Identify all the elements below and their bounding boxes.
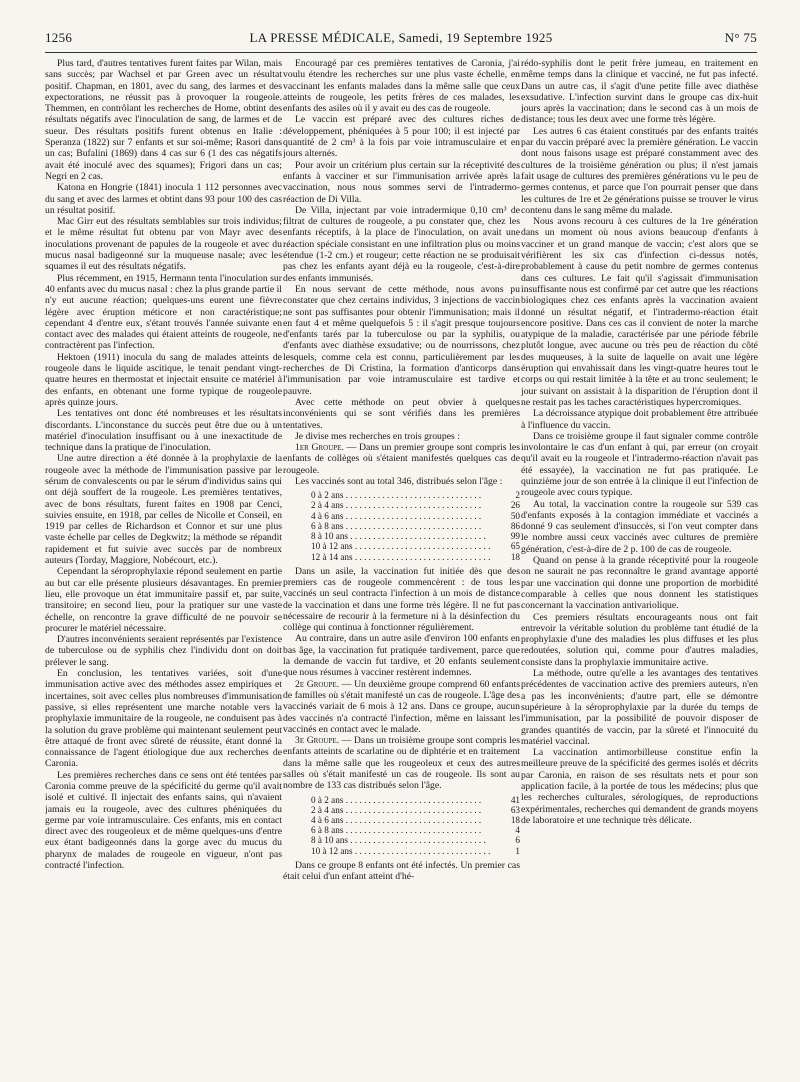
- issue-number: N° 75: [724, 30, 757, 45]
- paragraph: La vaccination antimorbilleuse constitue enfin la meilleure preuve de la spécificité des germes isolés et décrits par Caronia, en raison de ses résultats nets et pour son application facile, à la portée de tous les médecins; plus que les recherches culturales, sérologiques, de reproductions expérimentales, recherches qui demandent de grands moyens de laboratoire et une technique très délicate.: [521, 747, 758, 826]
- paragraph: Les tentatives ont donc été nombreuses et les résultats discordants. L'inconstance du succès peut être due ou à un matériel d'inoculation insuffisant ou à une inexactitude de technique dans la pratique de l'inoculation.: [45, 408, 282, 454]
- group-1-paragraph: [283, 442, 520, 476]
- age-count: 41: [510, 794, 520, 805]
- paragraph: En nous servant de cette méthode, nous avons pu constater que chez certains individus, 3 injections de vaccin ne sont pas suffisantes pour obtenir l'immunisation; mais il en faut 4 et même quelquefois 5 : il s'agit presque toujours d'enfants tarés par la tuberculose ou par la syphilis, ou d'enfants avec diathèse exsudative; ou de nourrissons, chez lesquels, comme cela est connu, particulièrement par les recherches de Di Cristina, la formation d'anticorps dans l'immunisation par voie intramusculaire est tardive et pauvre.: [283, 283, 520, 397]
- group-2-paragraph: [283, 679, 520, 735]
- group-3-text: — Dans un troisième groupe sont compris les enfants atteints de scarlatine ou de diphtérie et en traitement dans la même salle que les rougeoleux et ceux des autres salles où s'était manifesté un cas de rougeole. Ils sont au nombre de 133 cas distribués selon l'âge.: [283, 735, 520, 792]
- age-label: 8 à 10 ans . . . . . . . . . . . . . . . . . . . . . . . . . . . . . .: [311, 531, 486, 542]
- table-row: [311, 805, 520, 815]
- column-3: [521, 58, 758, 1072]
- age-count: 63: [510, 804, 520, 815]
- table-row: [311, 825, 520, 835]
- paragraph: Nous avons recouru à ces cultures de la 1re génération dans un moment où nous avions beaucoup d'enfants à vacciner et un grand manque de vaccin; c'est alors que se vérifièrent les six cas d'infection ci-dessus notés, probablement à cause du petit nombre de germes contenus dans ces cultures. Le fait qu'il s'agissait d'immunisation insuffisante nous est confirmé par cet autre que les réactions biologiques chez ces enfants après la vaccination avaient donné un résultat négatif, et l'intradermo-réaction était encore positive. Dans ces cas il convient de noter la marche atypique de la maladie, caractérisée par une période fébrile plutôt longue, avec aucune ou très peu de réaction du côté des muqueuses, à la suite de laquelle on avait une légère éruption qui envahissait dans les vingt-quatre heures tout le corps ou qui restait limitée à la tête et au tronc seulement; le jour suivant on assistait à la disparition de l'éruption dont il ne restait pas les taches caractéristiques hypercromiques.: [521, 216, 758, 408]
- table-row: [311, 511, 520, 521]
- table-row: [311, 541, 520, 551]
- age-count: 86: [510, 520, 520, 531]
- group-1-age-table: [311, 490, 520, 561]
- paragraph: En conclusion, les tentatives variées, soit d'une immunisation active avec des méthodes assez empiriques et incertaines, soit avec celles plus nombreuses d'immunisation passive, si elles représentent une marche notable vers la prophylaxie immunitaire de la rougeole, ne conduisent pas à la solution du grave problème qui maintenant seulement peut être attaqué de front avec sûreté de réussite, étant donné la connaissance de l'agent étiologique due aux recherches de Caronia.: [45, 668, 282, 770]
- table-row: [311, 835, 520, 845]
- paragraph: Katona en Hongrie (1841) inocula 1 112 personnes avec du sang et avec des larmes et obtint dans 93 pour 100 des cas un résultat positif.: [45, 182, 282, 216]
- age-count: 18: [510, 815, 520, 826]
- age-count: 2: [515, 490, 520, 501]
- table-row: [311, 531, 520, 541]
- paragraph: De Villa, injectant par voie intradermique 0,10 cm³ de filtrat de cultures de rougeole, a pu constater que, chez les enfants réceptifs, à la place de l'inoculation, on avait une réaction spéciale consistant en une infiltration plus ou moins étendue (1-2 cm.) et rougeur; cette réaction ne se produisait pas chez les enfants ayant déjà eu la rougeole, c'est-à-dire des enfants immunisés.: [283, 204, 520, 284]
- age-label: 10 à 12 ans . . . . . . . . . . . . . . . . . . . . . . . . . . . . . .: [311, 541, 491, 552]
- group-3-age-table: [311, 795, 520, 856]
- table-row: [311, 552, 520, 562]
- paragraph: Encouragé par ces premières tentatives de Caronia, j'ai voulu étendre les recherches sur une plus vaste échelle, en vaccinant les enfants malades dans la même salle que ceux atteints de rougeole, les petits frères de ces malades, les enfants des asiles où il y avait eu des cas de rougeole.: [283, 58, 520, 115]
- paragraph: Dans un asile, la vaccination fut initiée dès que des premiers cas de rougeole commencèrent : de tous les vaccinés un seul contracta l'infection à un mois de distance de la vaccination et dans une forme très légère. Il ne fut pas nécessaire de recourir à la fermeture ni à la désinfection du collège qui continua à fonctionner régulièrement.: [283, 565, 520, 634]
- paragraph: Les autres 6 cas étaient constitués par des enfants traités par du vaccin préparé avec la première génération. Le vaccin dont nous faisons usage est préparé constamment avec des cultures de la troisième génération ou plus; il n'est jamais fait usage de cultures des premières générations vu le peu de germes contenus, et parce que l'on pourrait penser que dans les cultures de 1re et 2e générations puisse se trouver le virus contenu dans le sang même du malade.: [521, 125, 758, 216]
- age-count: 99: [510, 531, 520, 542]
- age-label: 2 à 4 ans . . . . . . . . . . . . . . . . . . . . . . . . . . . . . .: [311, 500, 482, 511]
- table-row: [311, 795, 520, 805]
- group-3-heading: 3e Groupe.: [295, 735, 340, 747]
- paragraph: Quand on pense à la grande réceptivité pour la rougeole on ne saurait ne pas reconnaître le grand avantage apporté par une vaccination qui donne une proportion de morbidité comparable à celles que nous donnent les statistiques concernant la vaccination antivariolique.: [521, 555, 758, 612]
- paragraph: Je divise mes recherches en trois groupes :: [295, 430, 460, 442]
- age-count: 50: [510, 510, 520, 521]
- paragraph: D'autres inconvénients seraient représentés par l'existence de tuberculose ou de syphilis chez l'individu dont on doit prélever le sang.: [45, 634, 282, 668]
- age-label: 6 à 8 ans . . . . . . . . . . . . . . . . . . . . . . . . . . . . . .: [311, 520, 482, 531]
- paragraph: La méthode, outre qu'elle a les avantages des tentatives précédentes de vaccination active des premiers auteurs, n'en a pas les inconvénients; d'autre part, elle se démontre supérieure à la séroprophylaxie par la durée du temps de l'immunisation, par la possibilité de pouvoir disposer de grandes quantités de vaccin, par la sûreté et l'innocuité du matériel vaccinal.: [521, 668, 758, 747]
- age-label: 2 à 4 ans . . . . . . . . . . . . . . . . . . . . . . . . . . . . . .: [311, 804, 482, 815]
- paragraph: La décroissance atypique doit probablement être attribuée à l'influence du vaccin.: [521, 408, 758, 431]
- paragraph: Plus récemment, en 1915, Hermann tenta l'inoculation sur 40 enfants avec du mucus nasal : chez la plus grande partie il n'y eut aucune réaction; quelques-uns eurent une fièvre légère avec éruption méticore et non caractéristique; cependant 4 d'entre eux, s'étant trouvés l'année suivante en contact avec des malades qui étaient atteints de rougeole, ne contractèrent pas l'infection.: [45, 272, 282, 352]
- age-label: 0 à 2 ans . . . . . . . . . . . . . . . . . . . . . . . . . . . . . .: [311, 490, 482, 501]
- group-1-intro: Les vaccinés sont au total 346, distribués selon l'âge :: [295, 475, 503, 487]
- age-count: 1: [515, 845, 520, 856]
- paragraph: Avec cette méthode on peut obvier à quelques inconvénients qui se sont vérifiés dans les premières tentatives.: [283, 396, 520, 431]
- page-number: 1256: [45, 30, 73, 45]
- paragraph: Hektoen (1911) inocula du sang de malades atteints de rougeole dans le liquide ascitique, le tenait pendant vingt-quatre heures en thermostat et injectait ensuite ce matériel à des enfants, en obtenant une forme typique de rougeole après quinze jours.: [45, 351, 282, 408]
- paragraph: Au contraire, dans un autre asile d'environ 100 enfants en bas âge, la vaccination fut pratiquée tardivement, parce que la demande de vaccin fut tardive, et 20 enfants seulement que nous résumes à vacciner restèrent indemnes.: [283, 633, 520, 679]
- paragraph: Plus tard, d'autres tentatives furent faites par Wilan, mais sans succès; par Wachsel et par Green avec un résultat positif. Chapman, en 1801, avec du sang, des larmes et des expectorations, ne réussit pas à provoquer la rougeole. Themmen, en contrôlant les recherches de Home, obtint des résultats négatifs avec l'inoculation de sang, de larmes et de sueur. Des résultats positifs furent obtenus en Italie : Speranza (1822) sur 7 enfants et sur soi-même; Rasori dans un cas; Bufalini (1869) dans 4 cas sur 6 (1 des cas négatifs avait été inoculé avec des squames); Frigori dans un cas; Negri en 2 cas.: [45, 58, 282, 182]
- age-label: 12 à 14 ans . . . . . . . . . . . . . . . . . . . . . . . . . . . . . .: [311, 551, 491, 562]
- age-count: 26: [510, 500, 520, 511]
- age-count: 4: [515, 825, 520, 836]
- group-1-text: — Dans un premier groupe sont compris les enfants de collèges où s'étaient manifestés quelques cas de rougeole.: [283, 442, 520, 476]
- paragraph: Cependant la séroprophylaxie répond seulement en partie au but car elle présente plusieurs désavantages. En premier lieu, elle provoque un état immunitaire passif et, par suite, transitoire; en second lieu, pour la pratiquer sur une vaste échelle, on rencontre la grave difficulté de ne pouvoir se procurer le matériel nécessaire.: [45, 566, 282, 634]
- column-2: [283, 58, 520, 1072]
- age-count: 18: [510, 551, 520, 562]
- age-label: 10 à 12 ans . . . . . . . . . . . . . . . . . . . . . . . . . . . . . .: [311, 845, 491, 856]
- age-label: 4 à 6 ans . . . . . . . . . . . . . . . . . . . . . . . . . . . . . .: [311, 510, 482, 521]
- paragraph: Pour avoir un critérium plus certain sur la réceptivité des enfants à vacciner et sur l'immunisation arrivée après la vaccination, nous nous sommes servi de l'intradermo-réaction de Di Villa.: [283, 159, 520, 205]
- paragraph: Au total, la vaccination contre la rougeole sur 539 cas d'enfants exposés à la contagion immédiate et vaccinés a donné 9 cas seulement d'insuccès, si l'on veut compter dans le nombre aussi ceux vaccinés avec cultures de première génération, c'est-à-dire de 2 p. 100 de cas de rougeole.: [521, 498, 758, 555]
- table-row: [311, 846, 520, 856]
- group-1-heading: 1er Groupe.: [295, 442, 344, 454]
- age-label: 0 à 2 ans . . . . . . . . . . . . . . . . . . . . . . . . . . . . . .: [311, 794, 482, 805]
- age-label: 8 à 10 ans . . . . . . . . . . . . . . . . . . . . . . . . . . . . . .: [311, 835, 486, 846]
- group-2-text: — Un deuxième groupe comprend 60 enfants de familles où s'était manifesté un cas de rougeole. L'âge des vaccinés variait de 6 mois à 12 ans. Dans ce groupe, aucun des vaccinés n'a contracté l'infection, même en laissant les vaccinés en contact avec le malade.: [283, 678, 520, 735]
- header-rule: [45, 52, 757, 53]
- paragraph: Dans ce groupe 8 enfants ont été infectés. Un premier cas était celui d'un enfant atteint d'hé-: [283, 859, 520, 883]
- table-row: [311, 500, 520, 510]
- paragraph: Le vaccin est préparé avec des cultures riches de développement, phéniquées à 5 pour 100; il est injecté par quantité de 2 cm³ à la fois par voie intramusculaire et en jours alternés.: [283, 114, 520, 160]
- table-row: [311, 521, 520, 531]
- age-label: 4 à 6 ans . . . . . . . . . . . . . . . . . . . . . . . . . . . . . .: [311, 815, 482, 826]
- paragraph: Une autre direction a été donnée à la prophylaxie de la rougeole avec la méthode de l'immunisation passive par le sérum de convalescents ou par le sérum d'individus sains qui ont déjà souffert de la rougeole. Les premières tentatives, avec de bons résultats, furent faites en 1908 par Cenci, suivies ensuite, en 1918, par celles de Nicolle et Conseil, en 1919 par celles de Richardson et Connor et sur une plus vaste échelle par celles de Degkwitz; la méthode se répandit rapidement et fut suivie avec succès par de nombreux auteurs (Torday, Maggiore, Nobécourt, etc.).: [45, 453, 282, 567]
- paragraph: Les premières recherches dans ce sens ont été tentées par Caronia comme preuve de la spécificité du germe qu'il avait isolé et cultivé. Il injectait des enfants sains, qui n'avaient jamais eu la rougeole, avec des cultures phéniquées du germe par voie intramusculaire. Ces enfants, mis en contact direct avec des rougeoleux et de même quelques-uns d'entre eux étant badigeonnés dans la gorge avec du mucus du pharynx de malades de rougeole en vigueur, n'ont pas contracté l'infection.: [45, 769, 282, 872]
- paragraph: Mac Girr eut des résultats semblables sur trois individus; et le même résultat fut obtenu par von Mayr avec des inoculations provenant de papules de la rougeole et avec du mucus nasal badigeonné sur la muqueuse nasale; avec les squames il eut des résultats négatifs.: [45, 216, 282, 273]
- column-1: [45, 58, 282, 1072]
- journal-title: LA PRESSE MÉDICALE, Samedi, 19 Septembre 1925: [249, 30, 553, 45]
- paragraph: Dans ce troisième groupe il faut signaler comme contrôle involontaire le cas d'un enfant à qui, par erreur (on croyait qu'il avait eu la rougeole et l'intradermo-réaction n'avait pas été essayée), la vaccination ne fut pas pratiquée. Le quinzième jour de son entrée à la clinique il eut l'infection de rougeole avec cours typique.: [521, 430, 758, 499]
- group-2-heading: 2e Groupe.: [295, 678, 340, 690]
- table-row: [311, 815, 520, 825]
- group-3-paragraph: [283, 735, 520, 791]
- table-row: [311, 490, 520, 500]
- paragraph: Ces premiers résultats encourageants nous ont fait entrevoir la véritable solution du problème tant étudié de la prophylaxie d'une des maladies les plus diffuses et les plus redoutées, solution qui, comme pour d'autres maladies, consiste dans la prophylaxie immunitaire active.: [521, 611, 758, 668]
- page-header: [45, 30, 757, 50]
- age-count: 65: [510, 541, 520, 552]
- age-label: 6 à 8 ans . . . . . . . . . . . . . . . . . . . . . . . . . . . . . .: [311, 825, 482, 836]
- age-count: 6: [515, 835, 520, 846]
- paragraph: rédo-syphilis dont le petit frère jumeau, en traitement en même temps dans la clinique et vacciné, ne fut pas infecté. Dans un autre cas, il s'agit d'une petite fille avec diathèse exsudative. L'infection survint dans le groupe cas dix-huit jours après la vaccination; dans le second cas à un mois de distance; tous les deux avec une forme très légère.: [521, 58, 758, 126]
